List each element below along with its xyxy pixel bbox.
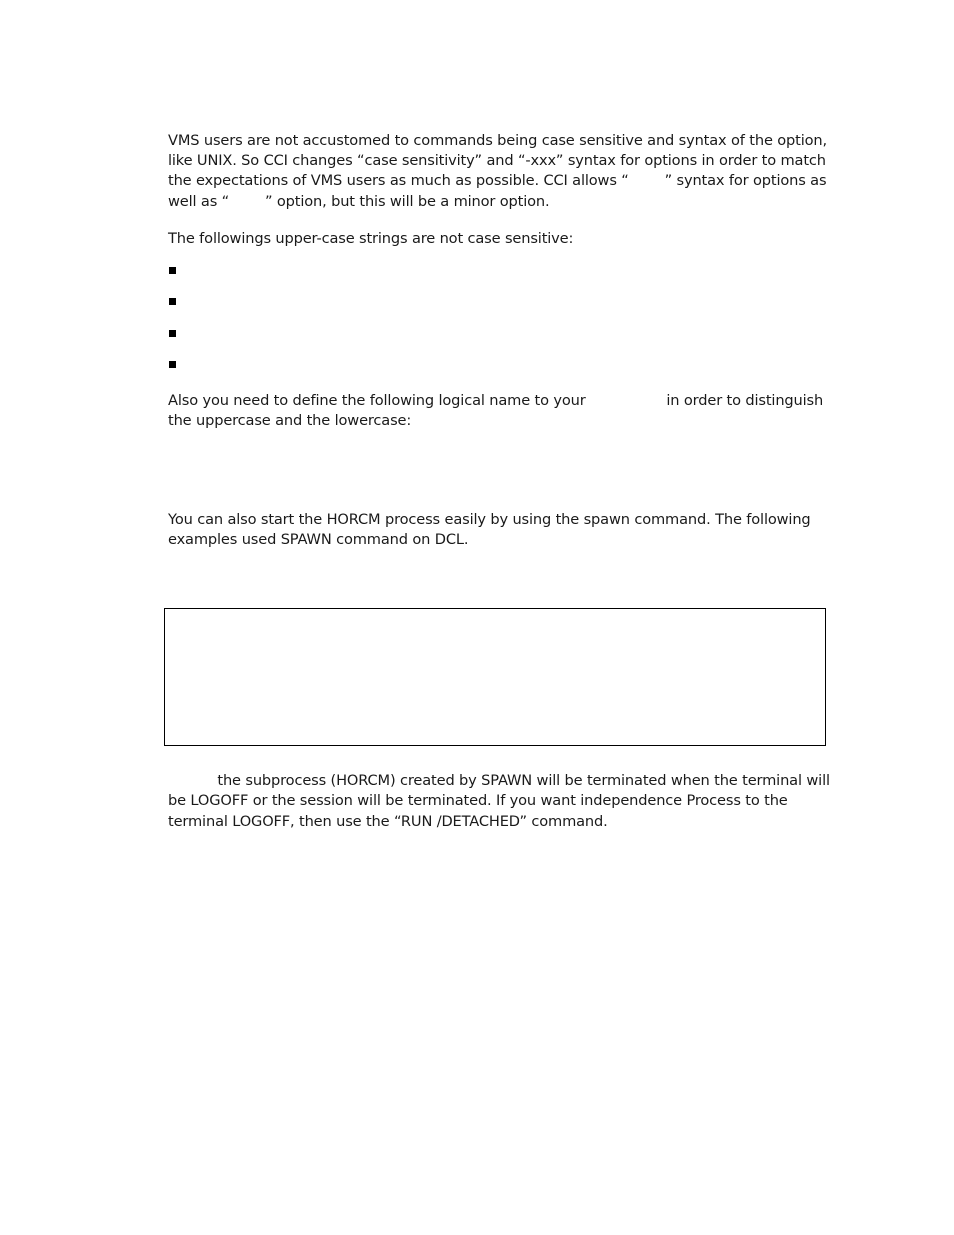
example-code-box bbox=[164, 608, 826, 746]
para1-line-3: the expectations of VMS users as much as possible. CCI allows “ ” syntax for options as bbox=[168, 172, 827, 189]
para1-line-1: VMS users are not accustomed to commands being case sensitive and syntax of the option, bbox=[168, 132, 828, 149]
para5-line-1: the subprocess (HORCM) created by SPAWN will be terminated when the terminal will bbox=[168, 772, 830, 789]
para5-line-2: be LOGOFF or the session will be terminated. If you want independence Process to the bbox=[168, 792, 788, 809]
para4-line-2: examples used SPAWN command on DCL. bbox=[168, 531, 469, 548]
bullet-icon bbox=[169, 330, 176, 337]
para3-line-1: Also you need to define the following logical name to your in order to distinguish bbox=[168, 392, 824, 409]
para3-line-2: the uppercase and the lowercase: bbox=[168, 412, 412, 429]
para1-line-4: well as “ ” option, but this will be a minor option. bbox=[168, 193, 550, 210]
bullet-icon bbox=[169, 361, 176, 368]
para5-line-3: terminal LOGOFF, then use the “RUN /DETACHED” command. bbox=[168, 813, 608, 830]
para4-line-1: You can also start the HORCM process easily by using the spawn command. The following bbox=[168, 511, 811, 528]
bullet-icon bbox=[169, 298, 176, 305]
para1-line-2: like UNIX. So CCI changes “case sensitivity” and “-xxx” syntax for options in order to match bbox=[168, 152, 826, 169]
para2-text: The followings upper-case strings are not case sensitive: bbox=[168, 230, 574, 247]
bullet-icon bbox=[169, 267, 176, 274]
